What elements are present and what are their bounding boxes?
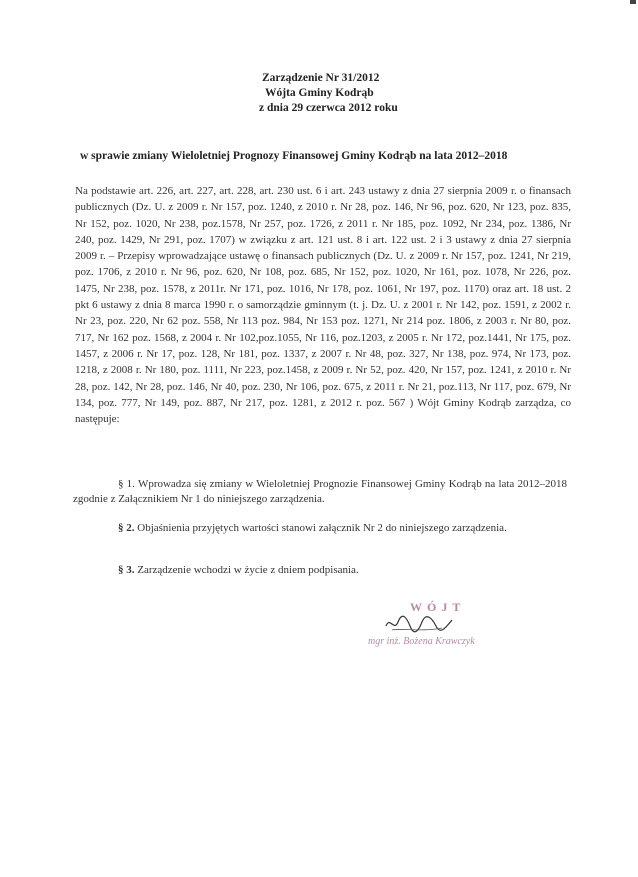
scan-edge-mark <box>630 0 636 4</box>
paragraph-2-number: § 2. <box>118 522 135 534</box>
paragraph-3-number: § 3. <box>118 564 135 576</box>
stamp-title: WÓJT <box>410 600 466 614</box>
document-header <box>259 71 522 116</box>
signature-stamp <box>368 600 528 660</box>
header-issuer: Wójta Gminy Kodrąb <box>265 87 374 99</box>
paragraph-1-number: § 1. <box>118 478 135 490</box>
header-date: z dnia 29 czerwca 2012 roku <box>259 102 398 114</box>
legal-basis-text: Na podstawie art. 226, art. 227, art. 228, art. 230 ust. 6 i art. 243 ustawy z dnia 27 sierpnia 2009 r. o finansach publicznych (Dz. U. z 2009 r. Nr 157, poz. 1240, z 2010 r. Nr 28, poz. 146, Nr 96, poz. 620, Nr 123, poz. 835, Nr 152, poz. 1020, Nr 238, poz.1578, Nr 257, poz. 1726, z 2011 r. Nr 185, poz. 1092, Nr 234, poz. 1386, Nr 240, poz. 1429, Nr 291, poz. 1707) w związku z art. 121 ust. 8 i art. 122 ust. 2 i 3 ustawy z dnia 27 sierpnia 2009 r. – Przepisy wprowadzające ustawę o finansach publicznych (Dz. U. z 2009 r. Nr 157, poz. 1241, Nr 219, poz. 1706, z 2010 r. Nr 96, poz. 620, Nr 108, poz. 685, Nr 152, poz. 1020, Nr 161, poz. 1078, Nr 226, poz. 1475, Nr 238, poz. 1578, z 2011r. Nr 171, poz. 1016, Nr 178, poz. 1061, Nr 197, poz. 1170) oraz art. 18 ust. 2 pkt 6 ustawy z dnia 8 marca 1990 r. o samorządzie gminnym (t. j. Dz. U. z 2001 r. Nr 142, poz. 1591, z 2002 r. Nr 23, poz. 220, Nr 62 poz. 558, Nr 113 poz. 984, Nr 153 poz. 1271, Nr 214 poz. 1806, z 2003 r. Nr 80, poz. 717, Nr 162 poz. 1568, z 2004 r. Nr 102,poz.1055, Nr 116, poz.1203, z 2005 r. Nr 172, poz.1441, Nr 175, poz. 1457, z 2006 r. Nr 17, poz. 128, Nr 181, poz. 1337, z 2007 r. Nr 48, poz. 327, Nr 138, poz. 974, Nr 173, poz. 1218, z 2008 r. Nr 180, poz. 1111, Nr 223, poz.1458, z 2009 r. Nr 52, poz. 420, Nr 157, poz. 1241, z 2010 r. Nr 28, poz. 142, Nr 28, poz. 146, Nr 40, poz. 230, Nr 106, poz. 675, z 2011 r. Nr 21, poz.113, Nr 117, poz. 679, Nr 134, poz. 777, Nr 149, poz. 887, Nr 217, poz. 1281, z 2012 r. poz. 567 ) Wójt Gminy Kodrąb zarządza, co następuje: <box>75 185 571 426</box>
document-subject: w sprawie zmiany Wieloletniej Prognozy Finansowej Gminy Kodrąb na lata 2012–2018 <box>80 150 508 162</box>
paragraph-3-text: Zarządzenie wchodzi w życie z dniem podpisania. <box>137 564 359 576</box>
paragraph-2 <box>118 521 578 536</box>
paragraph-2-text: Objaśnienia przyjętych wartości stanowi załącznik Nr 2 do niniejszego zarządzenia. <box>137 522 507 534</box>
paragraph-3 <box>118 563 578 578</box>
header-title: Zarządzenie Nr 31/2012 <box>262 72 380 84</box>
stamp-name: mgr inż. Bożena Krawczyk <box>368 636 475 647</box>
paragraph-1-text: Wprowadza się zmiany w Wieloletniej Prognozie Finansowej Gminy Kodrąb na lata 2012–2018 zgodnie z Załącznikiem Nr 1 do niniejszego zarządzenia. <box>73 478 568 505</box>
paragraph-1 <box>73 477 567 507</box>
handwritten-signature <box>382 612 462 636</box>
